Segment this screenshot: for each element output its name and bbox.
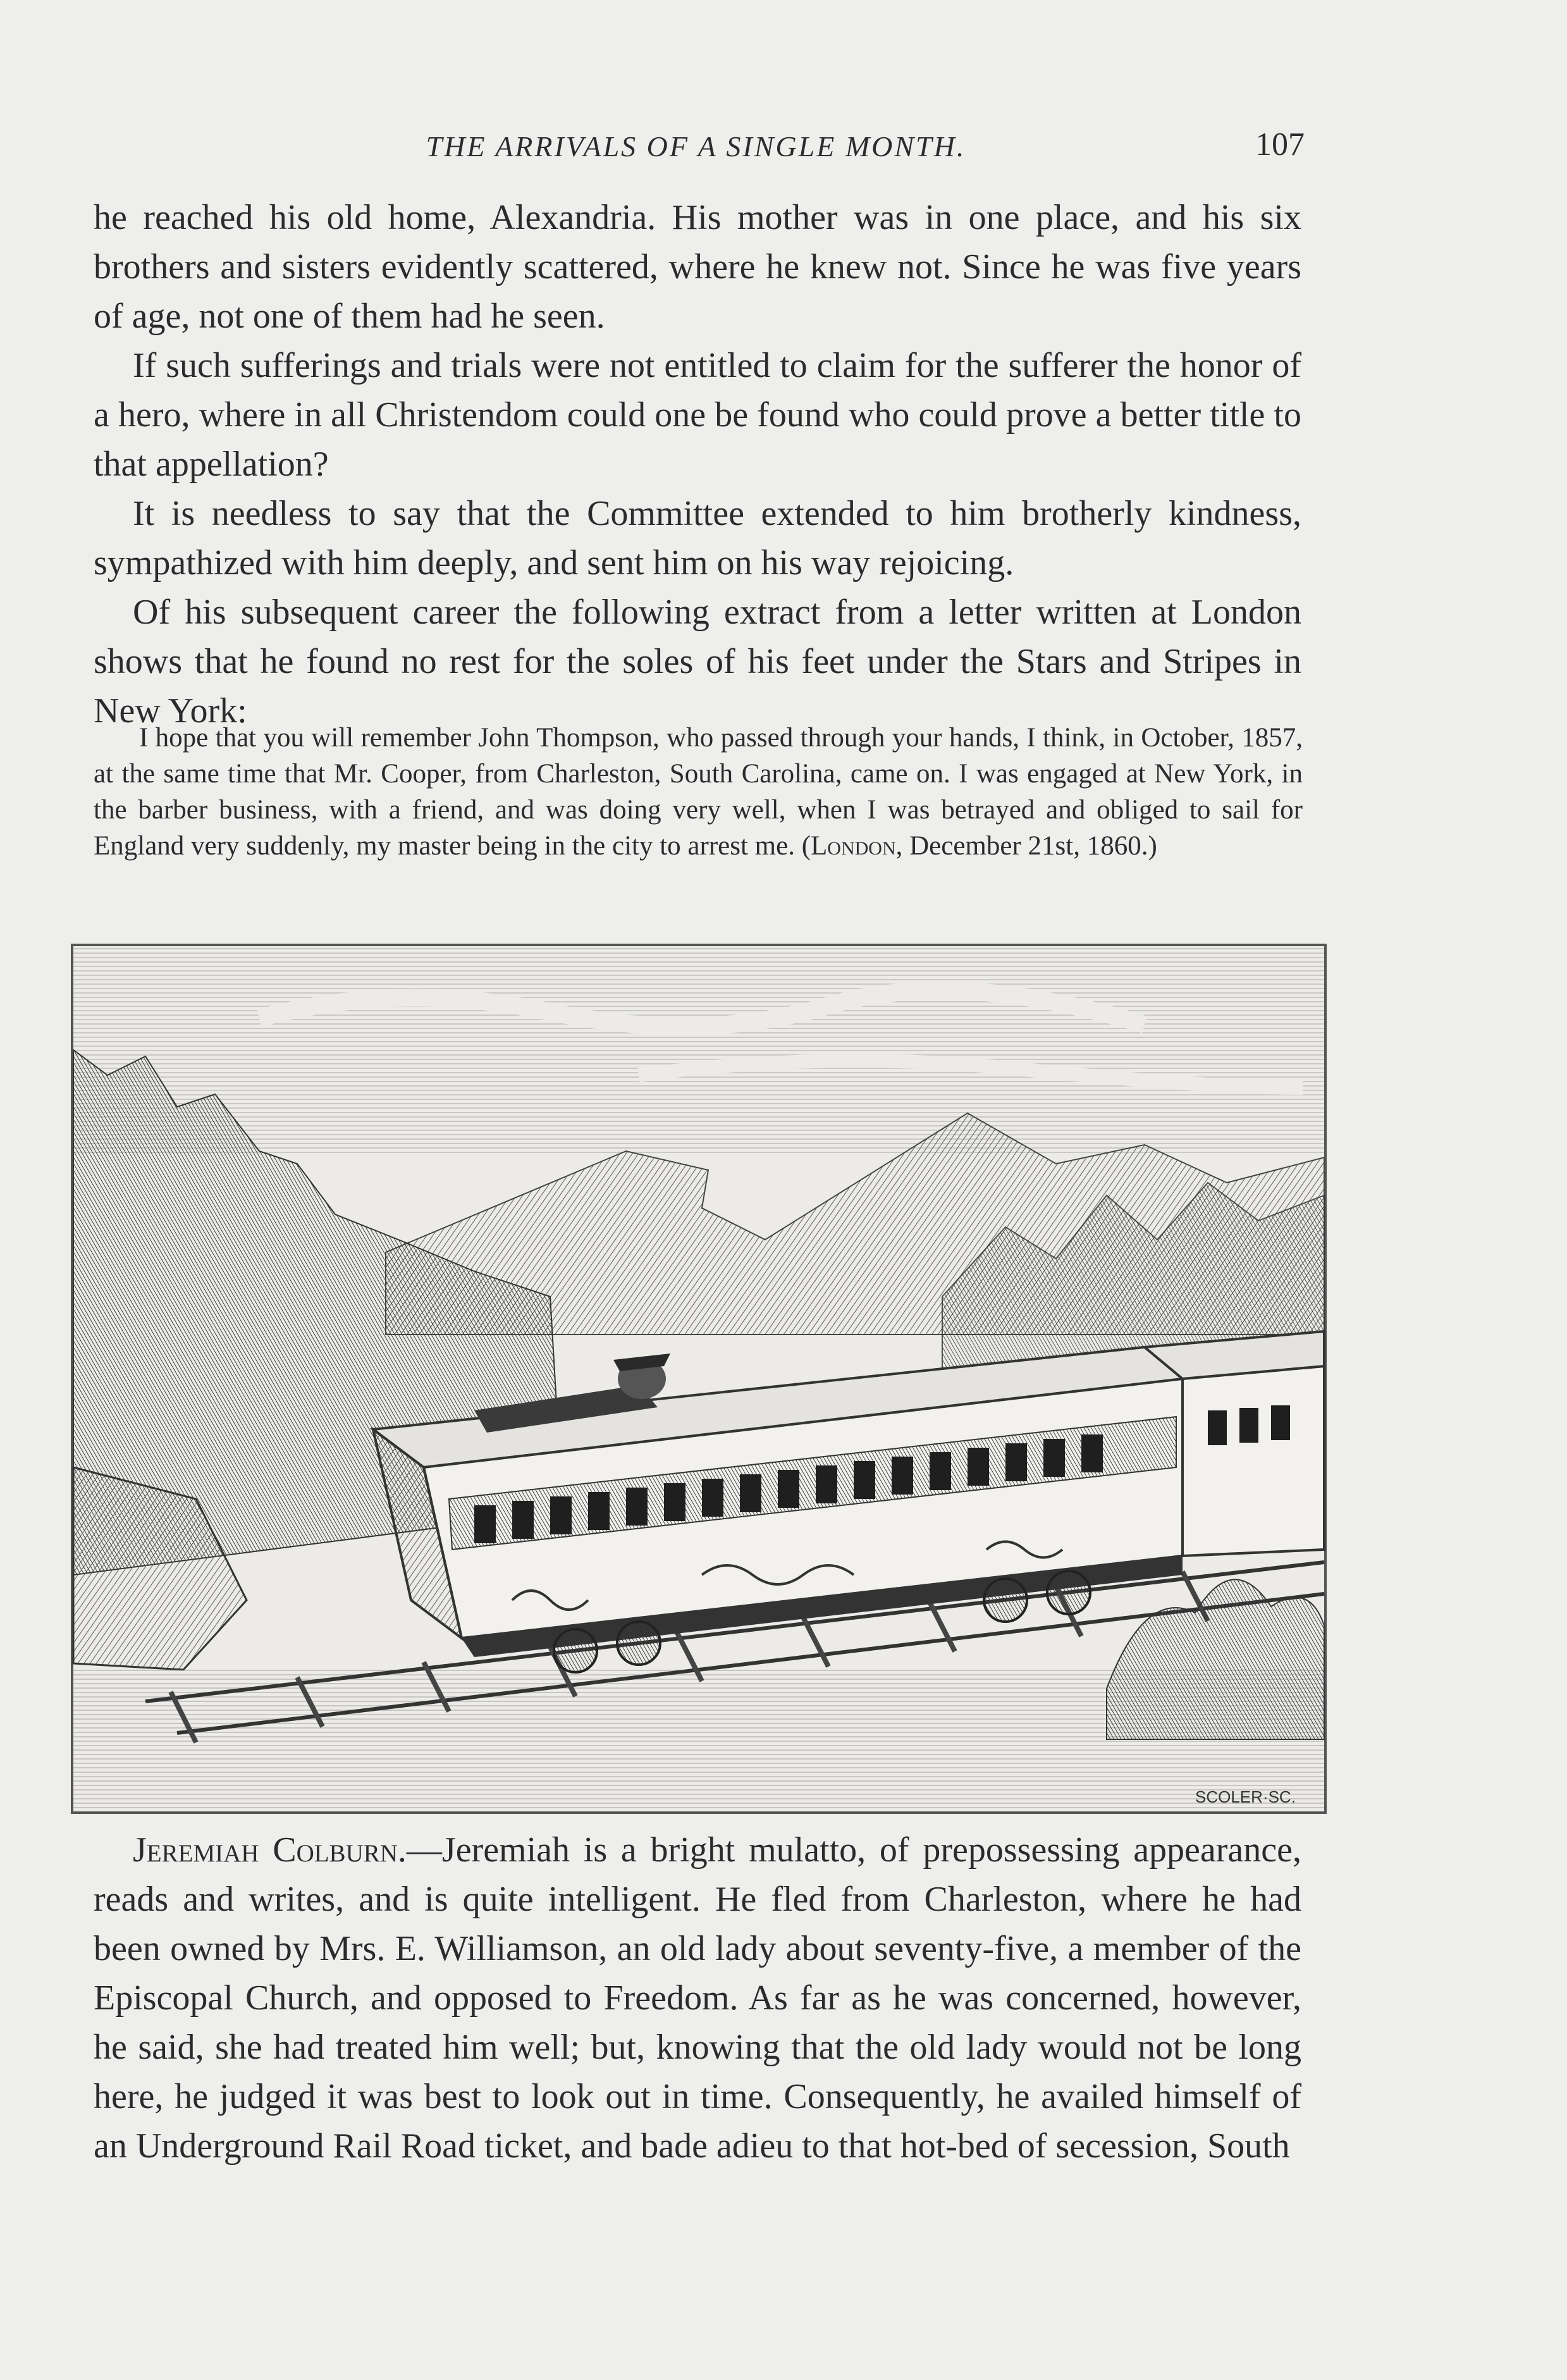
running-head xyxy=(94,126,1305,180)
paragraph: Of his subsequent career the following extract from a letter written at London shows that he found no rest for the soles of his feet under the Stars and Stripes in New York: xyxy=(94,593,1301,731)
running-head-title: THE ARRIVALS OF A SINGLE MONTH. xyxy=(426,130,966,163)
letter-extract xyxy=(94,720,1303,864)
paragraph: he reached his old home, Alexandria. His mother was in one place, and his six brothers and sisters evidently scattered, where he knew not. Since he was five years of age, not one of them had he seen. xyxy=(94,198,1301,336)
section-text: —Jeremiah is a bright mulatto, of prepossessing appearance, reads and writes, and is quite intelligent. He fled from Charleston, where he had been owned by Mrs. E. Williamson, an old lady about seventy-five, a member of the Episcopal Church, and opposed to Freedom. As far as he was concerned, however, he said, she had treated him well; but, knowing that the old lady would not be long here, he judged it was best to look out in time. Consequently, he availed himself of an Underground Rail Road ticket, and bade adieu to that hot-bed of secession, South xyxy=(94,1830,1301,2166)
paragraph: If such sufferings and trials were not entitled to claim for the sufferer the honor of a hero, where in all Christendom could one be found who could prove a better title to that appellation? xyxy=(94,346,1301,484)
engraver-signature: SCOLER·SC. xyxy=(1195,1787,1296,1806)
railroad-engraving xyxy=(70,942,1328,1815)
sky-hatching xyxy=(73,946,1324,1155)
letter-place: London xyxy=(811,831,896,861)
letter-text: I hope that you will remember John Thompson, who passed through your hands, I think, in October, 1857, at the same time that Mr. Cooper, from Charleston, South Carolina, came on. I was engaged at New York, in the barber business, with a friend, and was doing very well, when I was betrayed and obliged to sail for England very suddenly, my master being in the city to arrest me. xyxy=(94,723,1303,861)
body-text-bottom xyxy=(94,1825,1301,2171)
body-text-top xyxy=(94,193,1301,736)
section-name: Jeremiah Colburn. xyxy=(133,1830,407,1870)
paragraph: It is needless to say that the Committee extended to him brotherly kindness, sympathized with him deeply, and sent him on his way rejoicing. xyxy=(94,494,1301,583)
page-number: 107 xyxy=(1255,126,1305,163)
letter-open-paren: ( xyxy=(801,831,811,861)
letter-date: , December 21st, 1860.) xyxy=(895,831,1157,861)
